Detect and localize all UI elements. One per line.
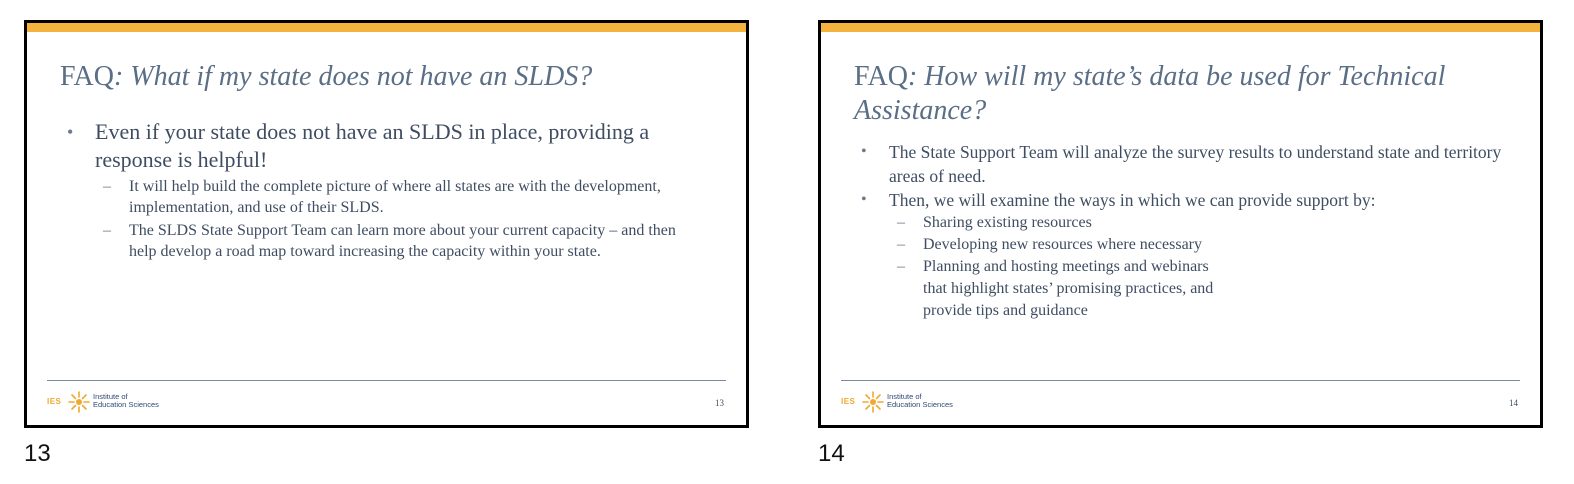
bullet-text: The State Support Team will analyze the survey results to understand state and territory areas of need. bbox=[889, 142, 1502, 186]
slide-title bbox=[854, 60, 1514, 128]
sunburst-icon bbox=[67, 390, 91, 414]
footer-divider bbox=[841, 380, 1520, 381]
bullet-list bbox=[861, 140, 1521, 326]
title-question: : How will my state’s data be used for Technical Assistance? bbox=[854, 61, 1446, 126]
logo-line2: Education Sciences bbox=[93, 400, 159, 409]
sub-bullet-item: – Sharing existing resources bbox=[897, 212, 1521, 234]
sub-bullet-text: – Planning and hosting meetings and webinars that highlight states’ promising practices, and provide tips and guidance bbox=[923, 258, 1214, 319]
logo-line1: Institute of bbox=[93, 392, 128, 401]
sub-bullet-item: – The SLDS State Support Team can learn more about your current capacity – and then help develop a road map toward increasing the capacity within your state. bbox=[103, 220, 707, 262]
slide-14[interactable] bbox=[818, 20, 1543, 428]
logo-abbr: IES bbox=[47, 397, 62, 406]
slide-accent-bar bbox=[27, 23, 746, 32]
slide-title bbox=[60, 60, 720, 94]
footer-divider bbox=[47, 380, 726, 381]
slide-caption-number: 14 bbox=[818, 440, 845, 467]
title-prefix: FAQ bbox=[60, 61, 114, 92]
sub-bullet-item bbox=[897, 256, 1521, 322]
slide-accent-bar bbox=[821, 23, 1540, 32]
slide-page-number: 14 bbox=[1509, 398, 1518, 408]
slide-page-number: 13 bbox=[715, 398, 724, 408]
ies-logo bbox=[47, 390, 197, 414]
bullet-text: Even if your state does not have an SLDS in place, providing a response is helpful! bbox=[95, 119, 650, 172]
logo-line1: Institute of bbox=[887, 392, 922, 401]
sub-bullet-item: – Developing new resources where necessary bbox=[897, 234, 1521, 256]
slide-caption-number: 13 bbox=[24, 440, 51, 467]
logo-line2: Education Sciences bbox=[887, 400, 953, 409]
bullet-item bbox=[861, 140, 1521, 188]
slide-13[interactable] bbox=[24, 20, 749, 428]
title-prefix: FAQ bbox=[854, 61, 908, 92]
bullet-list bbox=[67, 118, 707, 266]
sub-bullet-list bbox=[889, 212, 1521, 322]
sub-bullet-item: – It will help build the complete picture of where all states are with the development, implementation, and use of their SLDS. bbox=[103, 176, 707, 218]
title-question: : What if my state does not have an SLDS? bbox=[113, 61, 593, 92]
logo-abbr: IES bbox=[841, 397, 856, 406]
sunburst-icon bbox=[861, 390, 885, 414]
sub-bullet-list bbox=[95, 176, 707, 262]
logo-org-name bbox=[887, 393, 953, 409]
ies-logo bbox=[841, 390, 991, 414]
logo-org-name bbox=[93, 393, 159, 409]
bullet-item bbox=[67, 118, 707, 262]
bullet-item bbox=[861, 188, 1521, 322]
bullet-text: Then, we will examine the ways in which we can provide support by: bbox=[889, 190, 1376, 210]
